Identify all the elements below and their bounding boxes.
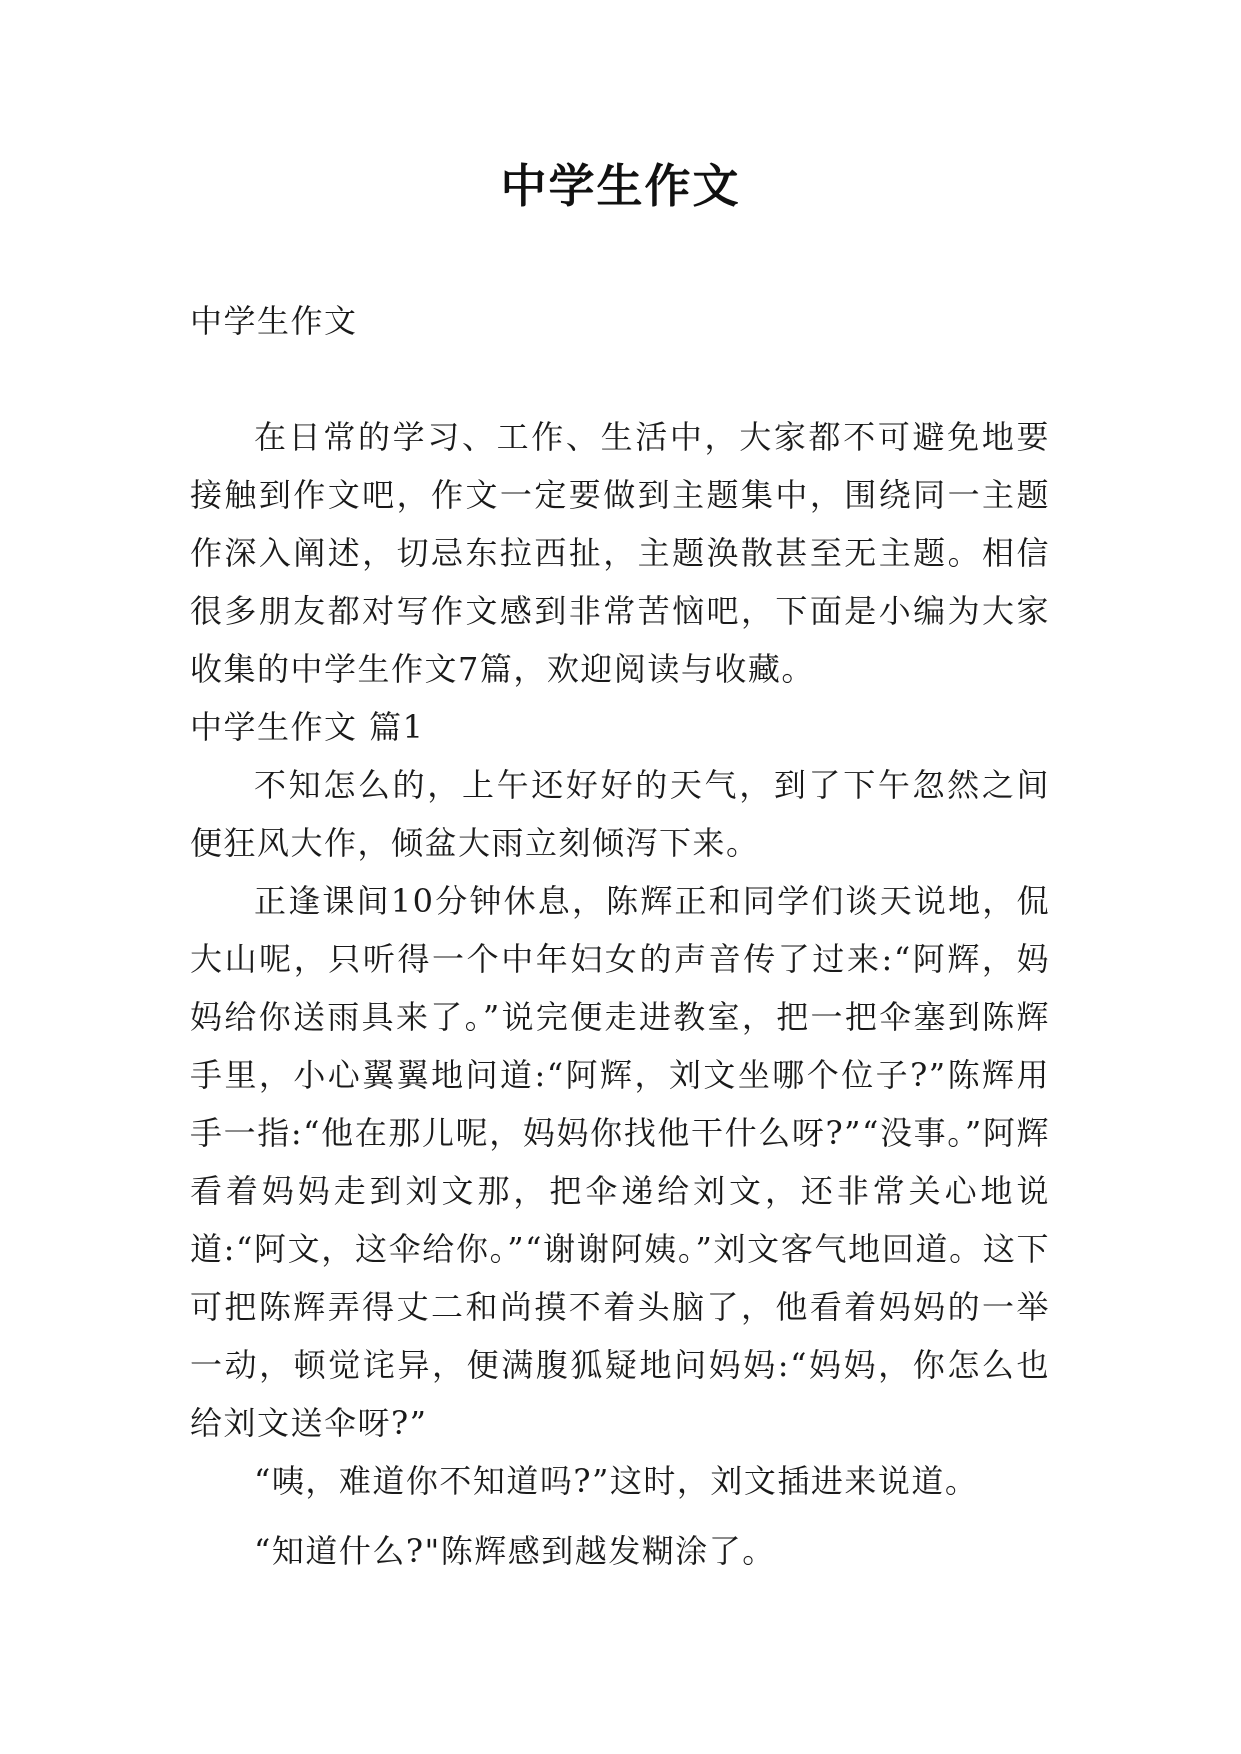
document-body xyxy=(190,292,1050,1580)
body-paragraph: 正逢课间10分钟休息，陈辉正和同学们谈天说地，侃大山呢，只听得一个中年妇女的声音传了过来:“阿辉，妈妈给你送雨具来了。”说完便走进教室，把一把伞塞到陈辉手里，小心翼翼地问道:“阿辉，刘文坐哪个位子?”陈辉用手一指:“他在那儿呢，妈妈你找他干什么呀?”“没事。”阿辉看着妈妈走到刘文那，把伞递给刘文，还非常关心地说道:“阿文，这伞给你。”“谢谢阿姨。”刘文客气地回道。这下可把陈辉弄得丈二和尚摸不着头脑了，他看着妈妈的一举一动，顿觉诧异，便满腹狐疑地问妈妈:“妈妈，你怎么也给刘文送伞呀?” xyxy=(190,882,1050,1442)
document-subtitle: 中学生作文 xyxy=(190,302,358,340)
section-heading: 中学生作文 篇1 xyxy=(190,708,425,746)
body-paragraph: 不知怎么的，上午还好好的天气，到了下午忽然之间便狂风大作，倾盆大雨立刻倾泻下来。 xyxy=(190,766,1050,862)
intro-paragraph: 在日常的学习、工作、生活中，大家都不可避免地要接触到作文吧，作文一定要做到主题集中，围绕同一主题作深入阐述，切忌东拉西扯，主题涣散甚至无主题。相信很多朋友都对写作文感到非常苦恼吧，下面是小编为大家收集的中学生作文7篇，欢迎阅读与收藏。 xyxy=(190,418,1050,688)
body-paragraph: “咦，难道你不知道吗?”这时，刘文插进来说道。 xyxy=(254,1462,979,1500)
document-title: 中学生作文 xyxy=(500,159,741,213)
body-paragraph: “知道什么?"陈辉感到越发糊涂了。 xyxy=(254,1532,776,1570)
